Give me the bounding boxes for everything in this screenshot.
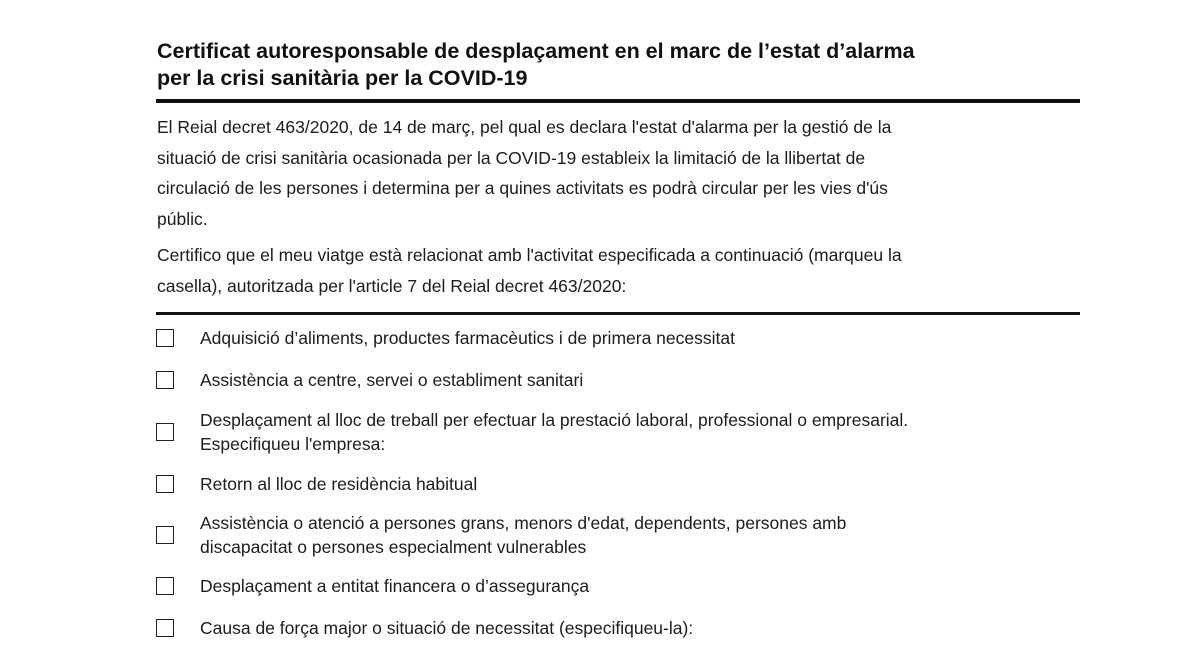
option-care-vulnerable[interactable] bbox=[156, 511, 1080, 559]
checkbox[interactable] bbox=[156, 371, 174, 389]
option-label bbox=[200, 511, 846, 559]
certify-paragraph bbox=[157, 240, 1079, 301]
paragraph-line: públic. bbox=[157, 208, 208, 229]
option-label-line: Desplaçament a entitat financera o d’assegurança bbox=[200, 576, 590, 596]
checkbox[interactable] bbox=[156, 475, 174, 493]
options-divider bbox=[156, 312, 1080, 315]
paragraph-line: casella), autoritzada per l'article 7 del Reial decret 463/2020: bbox=[157, 275, 627, 296]
paragraph-line: situació de crisi sanitària ocasionada per la COVID-19 estableix la limitació de la llibertat de bbox=[157, 147, 866, 168]
checkbox[interactable] bbox=[156, 423, 174, 441]
option-label-line: discapacitat o persones especialment vulnerables bbox=[200, 537, 587, 557]
certificate-document bbox=[156, 0, 1080, 661]
option-return-home[interactable] bbox=[156, 472, 1080, 496]
checkbox[interactable] bbox=[156, 526, 174, 544]
intro-paragraph bbox=[157, 112, 1079, 234]
option-label bbox=[200, 472, 477, 496]
title-line: per la crisi sanitària per la COVID-19 bbox=[157, 66, 528, 90]
option-food-pharmacy[interactable] bbox=[156, 326, 1080, 350]
option-label bbox=[200, 616, 693, 640]
option-label bbox=[200, 408, 908, 456]
paragraph-line: Certifico que el meu viatge està relacionat amb l'activitat especificada a continuació (marqueu la bbox=[157, 245, 902, 265]
option-label bbox=[200, 368, 583, 392]
option-label bbox=[200, 326, 735, 350]
document-title bbox=[157, 38, 1077, 92]
option-health-center[interactable] bbox=[156, 368, 1080, 392]
option-workplace[interactable] bbox=[156, 408, 1080, 456]
option-label-line: Assistència o atenció a persones grans, menors d'edat, dependents, persones amb bbox=[200, 513, 847, 533]
checkbox[interactable] bbox=[156, 619, 174, 637]
paragraph-line: circulació de les persones i determina per a quines activitats es podrà circular per les vies d'ús bbox=[157, 178, 888, 198]
option-label bbox=[200, 574, 589, 598]
checkbox[interactable] bbox=[156, 329, 174, 347]
option-label-line: Adquisició d’aliments, productes farmacèutics i de primera necessitat bbox=[200, 328, 735, 348]
option-label-line: Desplaçament al lloc de treball per efectuar la prestació laboral, professional o empresarial. bbox=[200, 410, 909, 430]
checkbox[interactable] bbox=[156, 577, 174, 595]
option-label-line: Retorn al lloc de residència habitual bbox=[200, 474, 478, 494]
title-line: Certificat autoresponsable de desplaçament en el marc de l’estat d’alarma bbox=[157, 39, 915, 63]
option-label-line: Assistència a centre, servei o establiment sanitari bbox=[200, 370, 584, 390]
title-divider bbox=[156, 99, 1080, 103]
option-force-majeure[interactable] bbox=[156, 616, 1080, 640]
paragraph-line: El Reial decret 463/2020, de 14 de març, pel qual es declara l'estat d'alarma per la gestió de la bbox=[157, 117, 892, 137]
option-label-line: Especifiqueu l'empresa: bbox=[200, 434, 386, 454]
option-financial-entity[interactable] bbox=[156, 574, 1080, 598]
option-label-line: Causa de força major o situació de necessitat (especifiqueu-la): bbox=[200, 618, 694, 638]
